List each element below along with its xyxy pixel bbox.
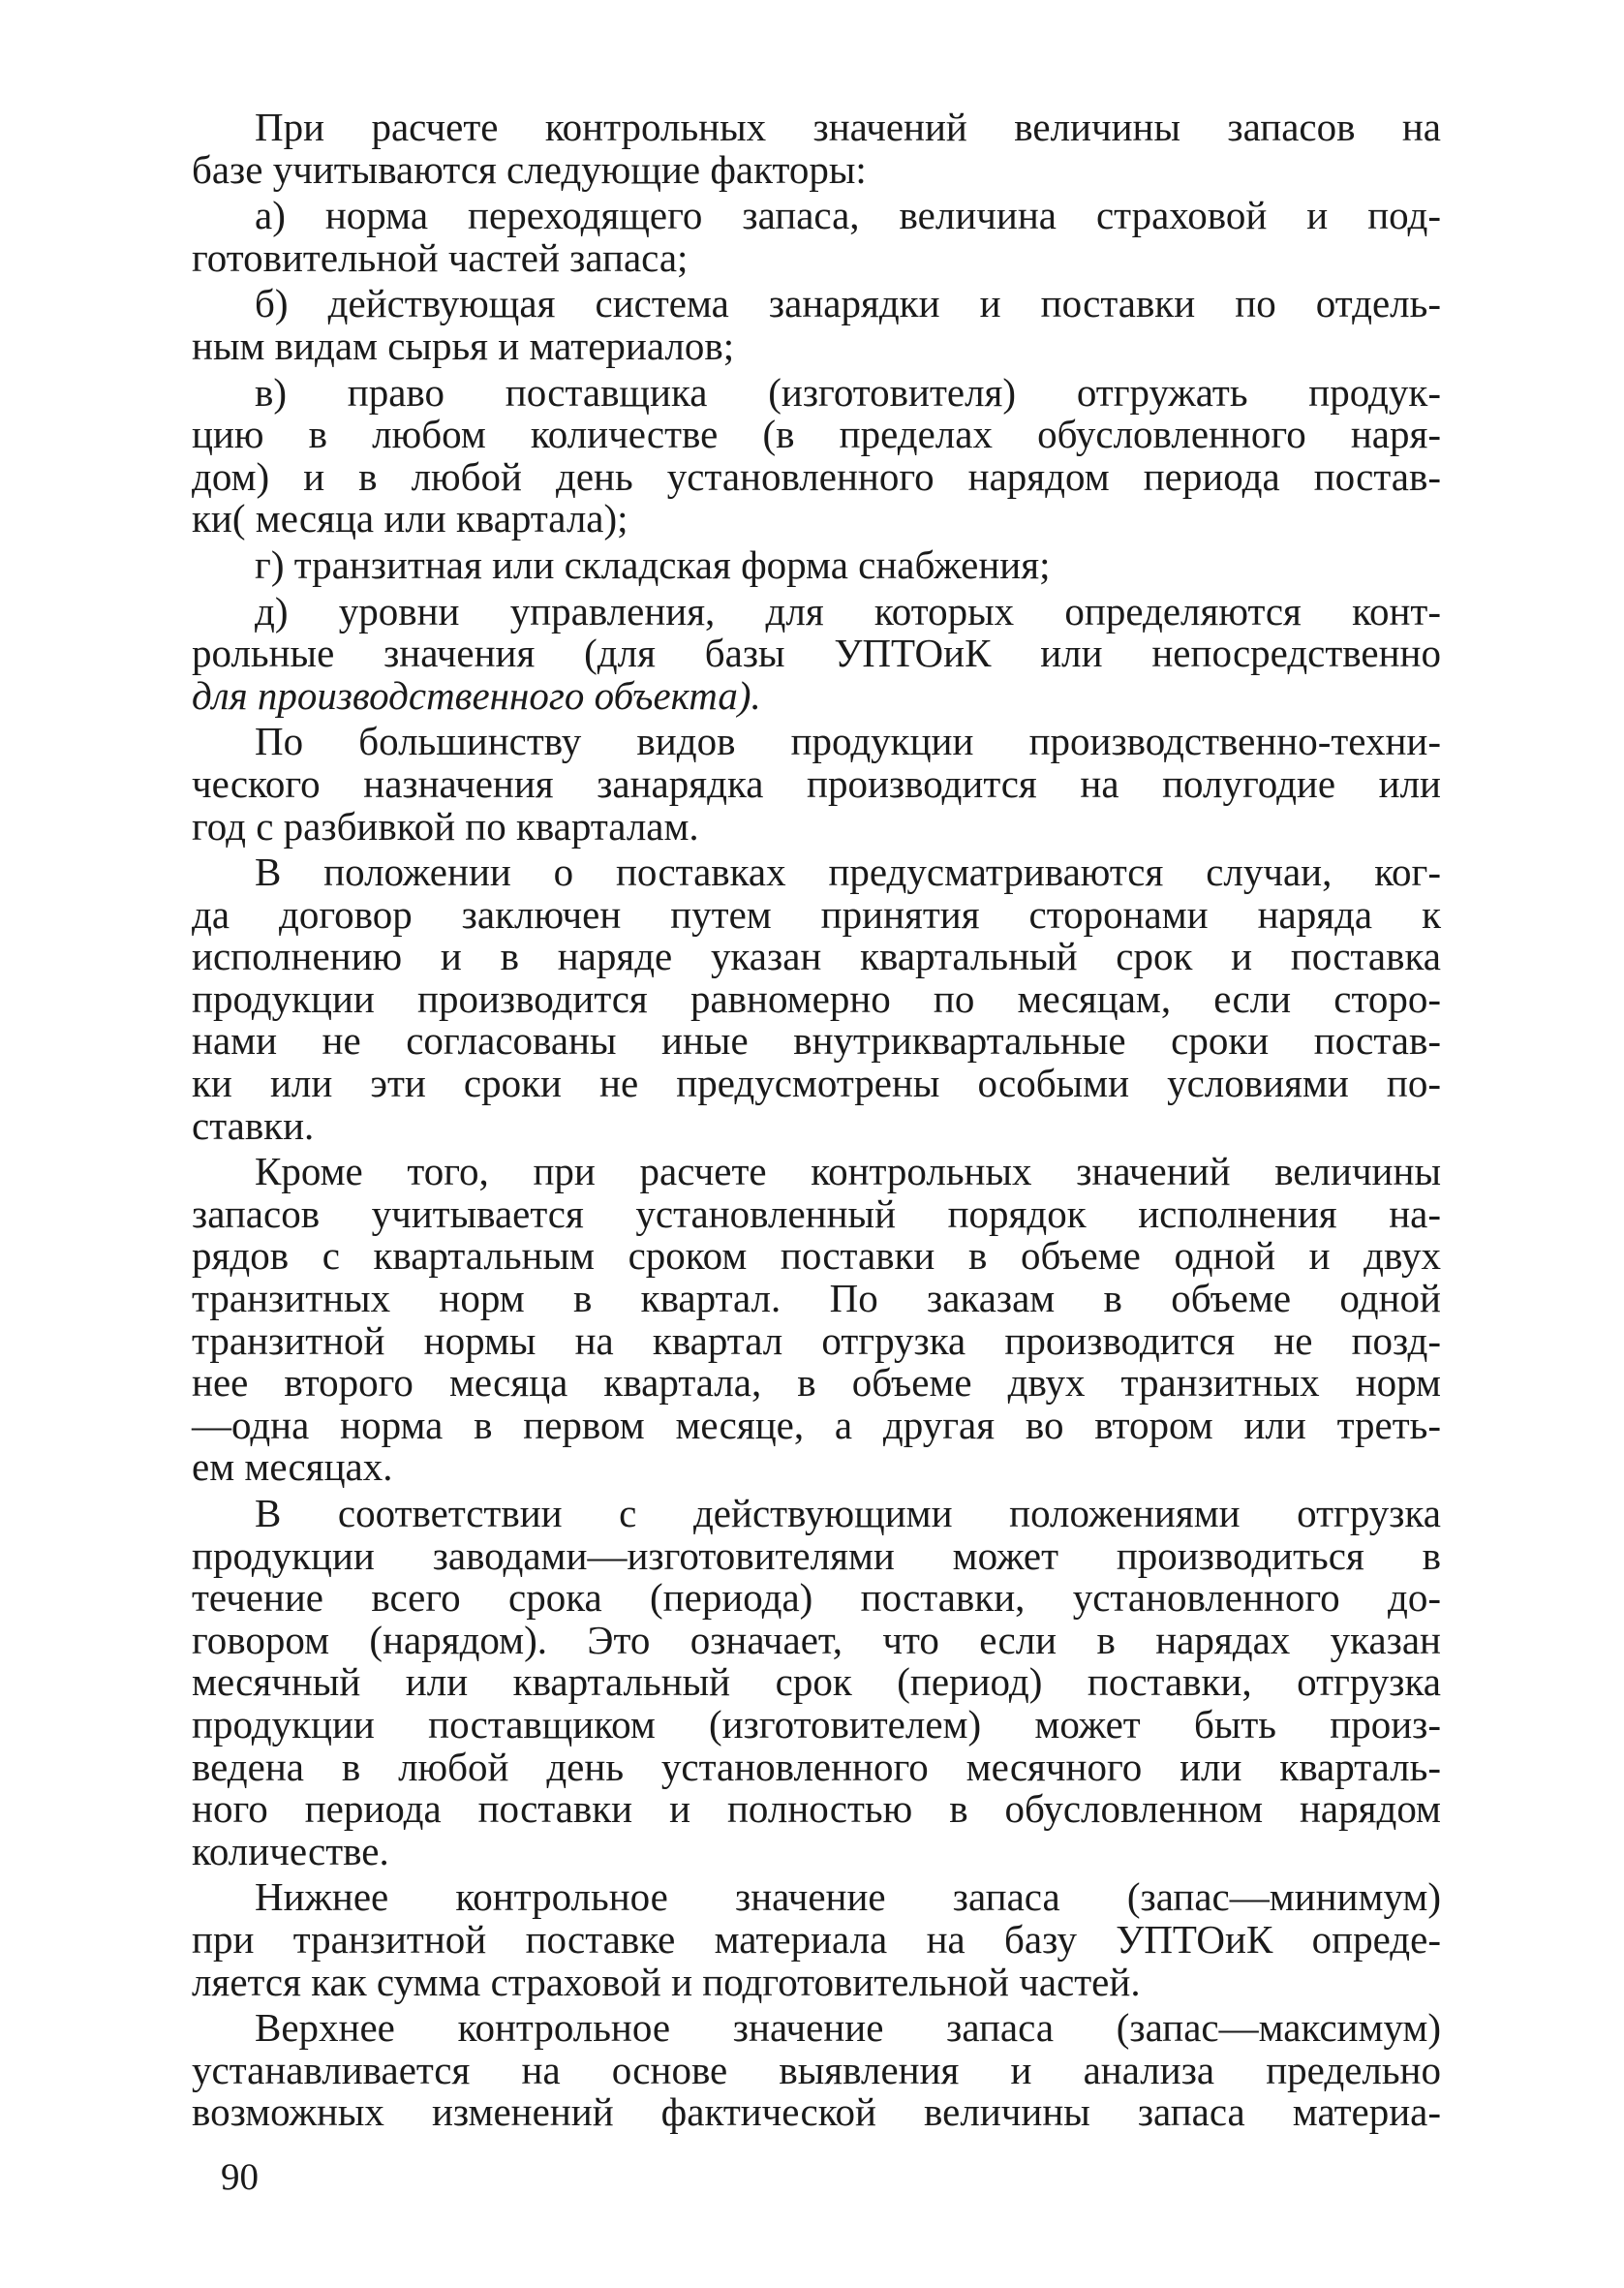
text-line: цию в любом количестве (в пределах обусловленного наря- <box>192 412 1441 457</box>
text-line: рольные значения (для базы УПТОиК или непосредственно <box>192 631 1441 676</box>
list-item-d <box>192 588 1441 718</box>
text-line: продукции заводами—изготовителями может производиться в <box>192 1532 1441 1578</box>
text-line: возможных изменений фактической величины запаса материа- <box>192 2089 1441 2135</box>
text-line: Нижнее контрольное значение запаса (запас—минимум) <box>255 1874 1441 1920</box>
text-line: при транзитной поставке материала на базу УПТОиК опреде- <box>192 1916 1441 1962</box>
text-line: При расчете контрольных значений величины запасов на <box>255 105 1441 149</box>
page-body <box>192 107 1441 2138</box>
text-line: в) право поставщика (изготовителя) отгружать продук- <box>255 369 1441 415</box>
text-line: нее второго месяца квартала, в объеме двух транзитных норм <box>192 1360 1441 1406</box>
text-line: говором (нарядом). Это означает, что если в нарядах указан <box>192 1617 1441 1662</box>
paragraph-postavki <box>192 851 1441 1147</box>
text-line: запасов учитывается установленный порядок исполнения на- <box>192 1190 1441 1236</box>
text-line: год с разбивкой по кварталам. <box>192 803 699 849</box>
text-line: продукции производится равномерно по месяцам, если сторо- <box>192 975 1441 1021</box>
text-line: В положении о поставках предусматриваются случаи, ког- <box>255 850 1441 895</box>
paragraph-zapas-maximum <box>192 2007 1441 2134</box>
text-line: месячный или квартальный срок (период) поставки, отгрузка <box>192 1659 1441 1705</box>
list-item-b <box>192 283 1441 367</box>
page-number: 90 <box>221 2156 259 2198</box>
text-line: б) действующая система занарядки и поставки по отдель- <box>255 281 1441 326</box>
text-line: В соответствии с действующими положениями отгрузка <box>255 1491 1441 1535</box>
text-line: ем месяцах. <box>192 1444 393 1490</box>
text-line: транзитной нормы на квартал отгрузка производится не позд- <box>192 1317 1441 1363</box>
text-line: ки( месяца или квартала); <box>192 496 628 541</box>
text-line: да договор заключен путем принятия сторонами наряда к <box>192 891 1441 937</box>
text-line: ведена в любой день установленного месячного или кварталь- <box>192 1744 1441 1789</box>
text-line: готовительной частей запаса; <box>192 234 689 280</box>
text-line: ляется как сумма страховой и подготовительной частей. <box>192 1959 1141 2004</box>
text-line: ческого назначения занарядка производится на полугодие или <box>192 760 1441 806</box>
paragraph-otgruzka <box>192 1493 1441 1872</box>
text-line: дом) и в любой день установленного нарядом периода постав- <box>192 453 1441 499</box>
paragraph-zanaryadka <box>192 721 1441 848</box>
text-line: ным видам сырья и материалов; <box>192 323 735 368</box>
text-line: Верхнее контрольное значение запаса (запас—максимум) <box>255 2005 1441 2051</box>
text-line: рядов с квартальным сроком поставки в объеме одной и двух <box>192 1233 1441 1279</box>
list-item-g <box>192 541 1441 587</box>
text-line: продукции поставщиком (изготовителем) может быть произ- <box>192 1701 1441 1747</box>
text-line: исполнению и в наряде указан квартальный срок и поставка <box>192 934 1441 979</box>
text-line: ставки. <box>192 1102 315 1148</box>
text-line: устанавливается на основе выявления и анализа предельно <box>192 2047 1441 2092</box>
text-line: базе учитываются следующие факторы: <box>192 146 867 192</box>
text-line: Кроме того, при расчете контрольных значений величины <box>255 1149 1441 1194</box>
text-line: а) норма переходящего запаса, величина страховой и под- <box>255 193 1441 238</box>
text-line: —одна норма в первом месяце, а другая во втором или треть- <box>192 1402 1441 1447</box>
list-item-a <box>192 195 1441 279</box>
text-line: транзитных норм в квартал. По заказам в объеме одной <box>192 1276 1441 1321</box>
list-item-v <box>192 369 1441 541</box>
text-line: количестве. <box>192 1828 389 1873</box>
paragraph-kvartal <box>192 1151 1441 1489</box>
text-line: По большинству видов продукции производственно-техни- <box>255 719 1441 764</box>
text-line: для производственного объекта). <box>192 672 761 718</box>
text-line: ного периода поставки и полностью в обусловленном нарядом <box>192 1786 1441 1832</box>
paragraph-factors-intro <box>192 107 1441 191</box>
text-line: г) транзитная или складская форма снабжения; <box>255 541 1051 587</box>
text-line: течение всего срока (периода) поставки, установленного до- <box>192 1575 1441 1621</box>
text-line: нами не согласованы иные внутриквартальные сроки постав- <box>192 1018 1441 1064</box>
text-line: ки или эти сроки не предусмотрены особыми условиями по- <box>192 1061 1441 1106</box>
text-line: д) уровни управления, для которых определяются конт- <box>255 588 1441 634</box>
paragraph-zapas-minimum <box>192 1876 1441 2003</box>
